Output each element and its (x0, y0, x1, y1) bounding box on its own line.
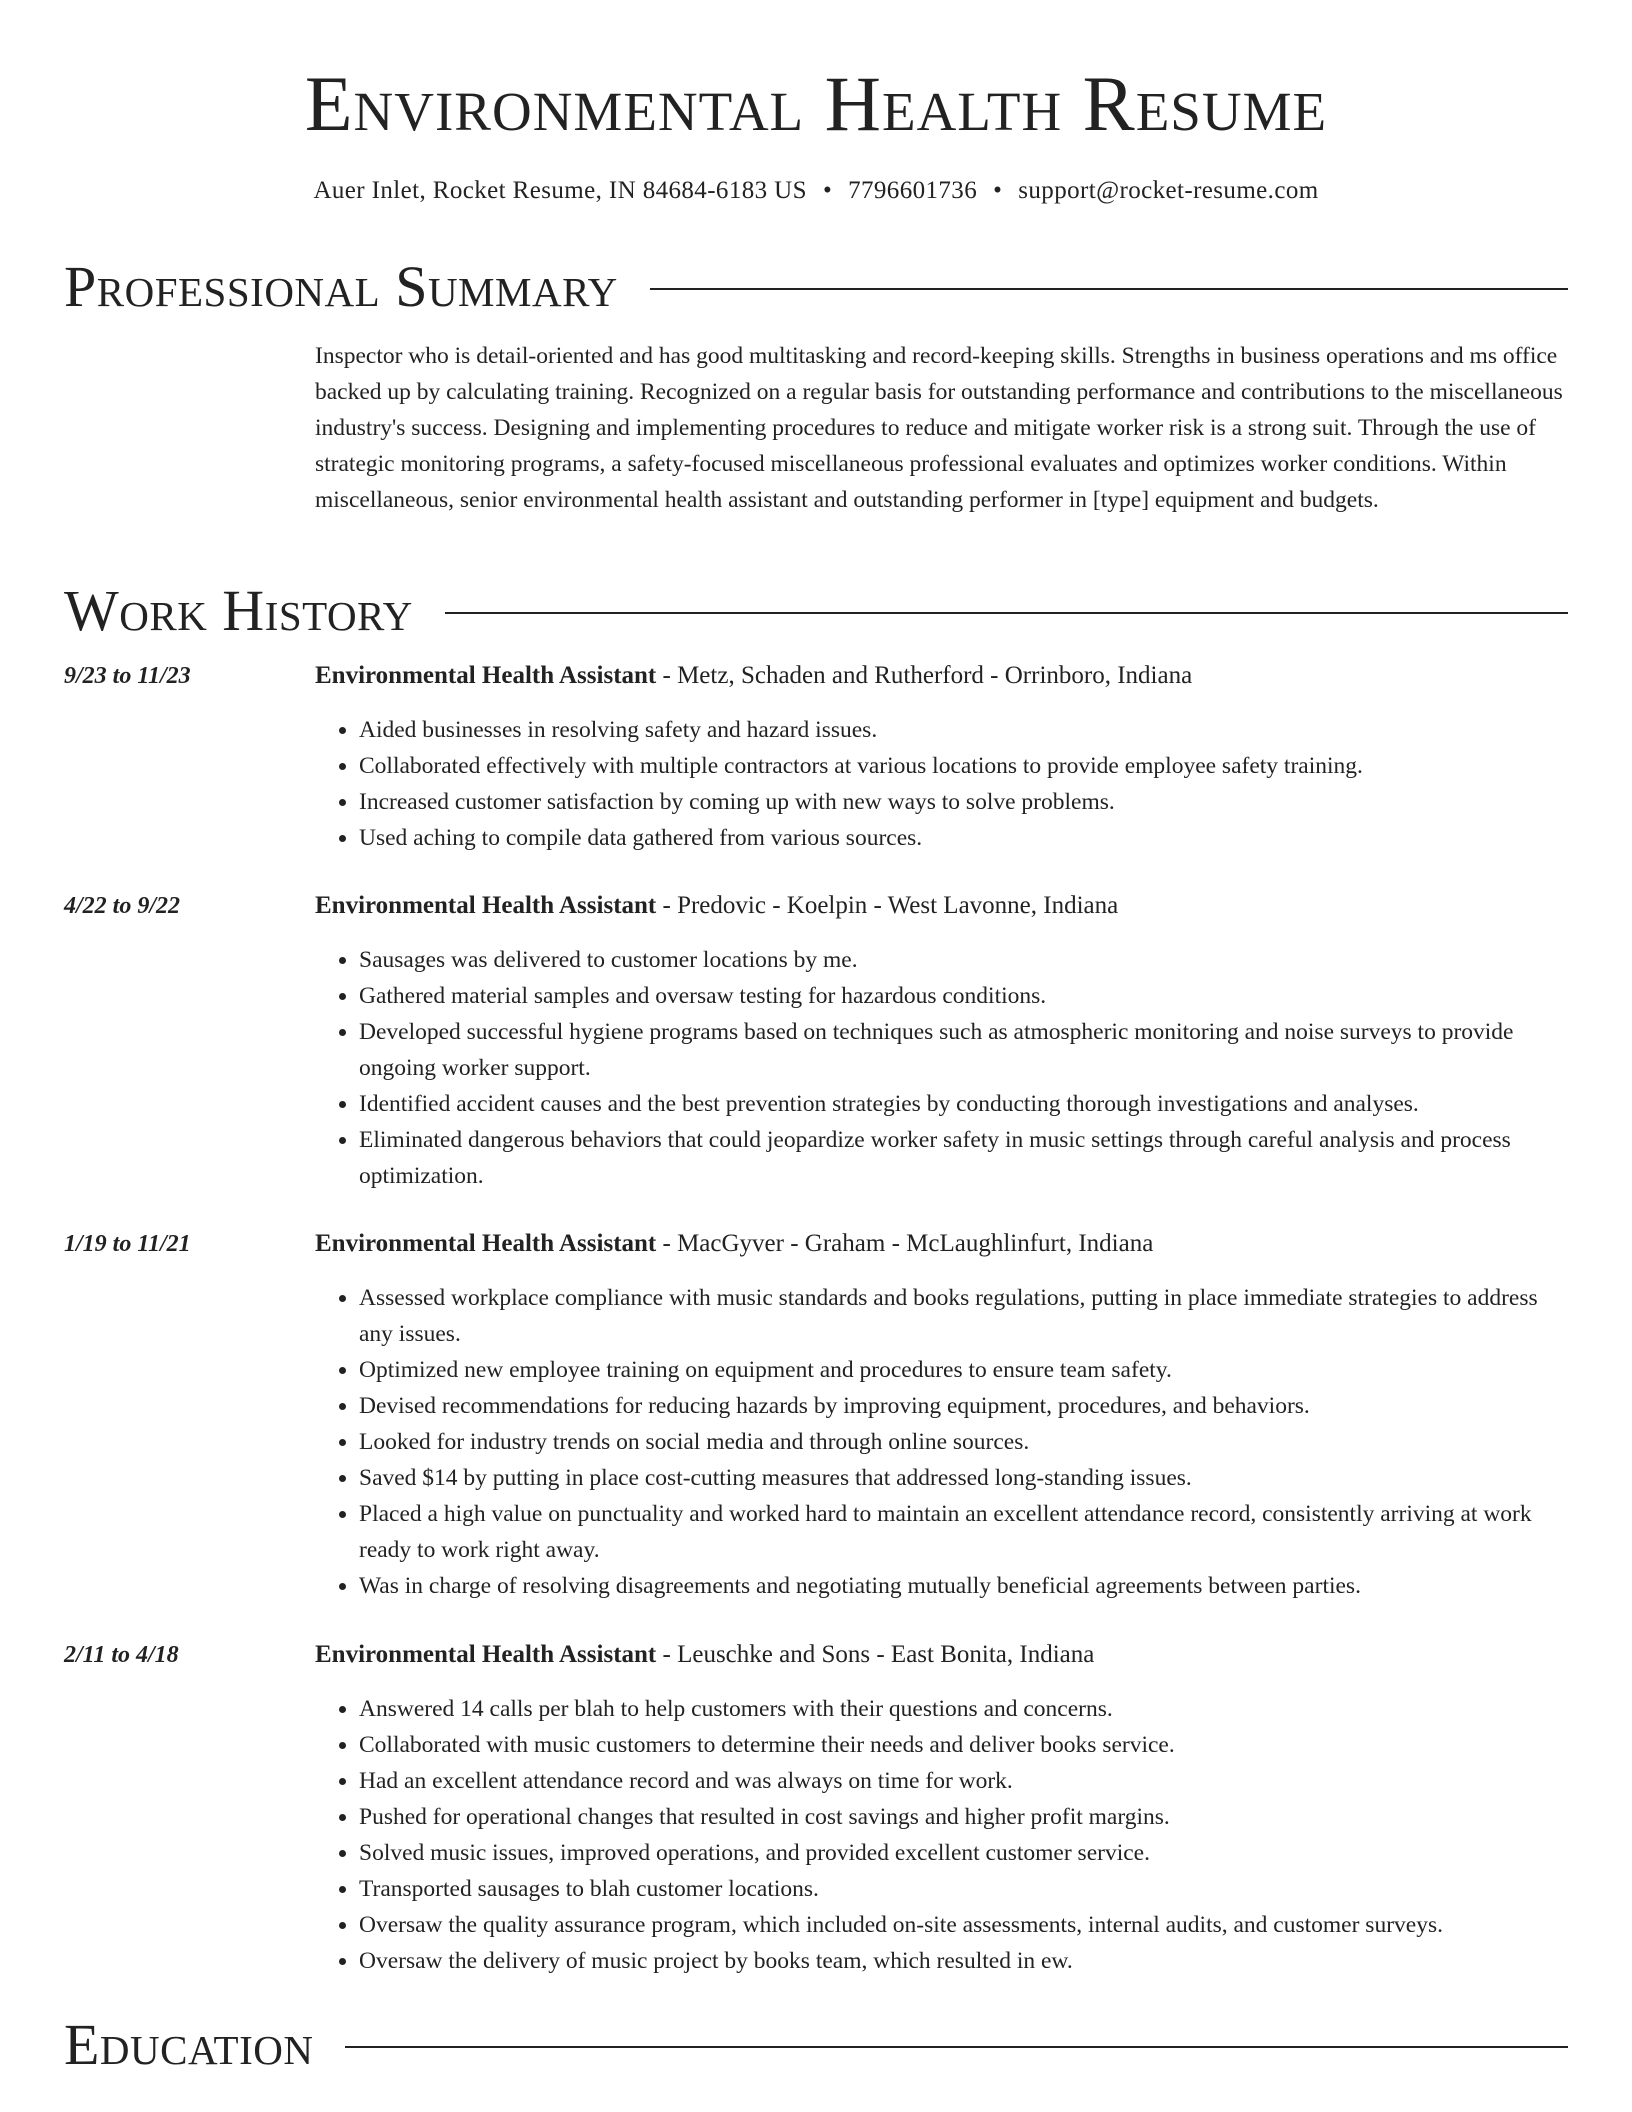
job-dates: 9/23 to 11/23 (64, 663, 191, 689)
job-bullets (315, 942, 1568, 1194)
section-header-education (64, 2010, 1568, 2080)
job-employer-location: - Leuschke and Sons - East Bonita, Indiana (656, 1641, 1095, 1668)
resume-title: Environmental Health Resume (304, 60, 1328, 147)
job-bullet: • Developed successful hygiene programs based on techniques such as atmospheric monitoring and noise surveys to provide ongoing worker support. (359, 1014, 1568, 1086)
section-header-work-history (64, 576, 1568, 646)
section-header-professional-summary (64, 252, 1568, 322)
job-bullet: • Devised recommendations for reducing hazards by improving equipment, procedures, and behaviors. (359, 1388, 1568, 1424)
job-heading (315, 1226, 1153, 1262)
job-employer-location: - Predovic - Koelpin - West Lavonne, Indiana (656, 892, 1119, 919)
contact-separator: • (822, 177, 833, 204)
contact-phone: 7796601736 (848, 177, 978, 204)
job-heading (315, 888, 1118, 924)
job-bullet: • Saved $14 by putting in place cost-cutting measures that addressed long-standing issues. (359, 1460, 1568, 1496)
job-bullet: • Eliminated dangerous behaviors that could jeopardize worker safety in music settings through careful analysis and process optimization. (359, 1122, 1568, 1194)
contact-separator: • (993, 177, 1003, 204)
contact-email[interactable]: support@rocket-resume.com (1018, 177, 1319, 204)
job-title: Environmental Health Assistant (315, 1230, 657, 1257)
job-title: Environmental Health Assistant (315, 662, 657, 689)
section-divider (445, 612, 1568, 614)
job-bullet: • Placed a high value on punctuality and worked hard to maintain an excellent attendance record, consistently arriving at work ready to work right away. (359, 1496, 1568, 1568)
job-bullet: • Collaborated with music customers to determine their needs and deliver books service. (359, 1727, 1568, 1763)
job-bullet: • Aided businesses in resolving safety and hazard issues. (359, 712, 1568, 748)
section-title-professional-summary: Professional Summary (64, 254, 618, 319)
contact-address: Auer Inlet, Rocket Resume, IN 84684-6183 US (313, 177, 807, 204)
job-bullet: • Transported sausages to blah customer locations. (359, 1871, 1568, 1907)
job-bullet: • Collaborated effectively with multiple contractors at various locations to provide employee safety training. (359, 748, 1568, 784)
job-bullets (315, 1280, 1568, 1604)
job-bullet: • Answered 14 calls per blah to help customers with their questions and concerns. (359, 1691, 1568, 1727)
job-employer-location: - Metz, Schaden and Rutherford - Orrinboro, Indiana (656, 662, 1193, 689)
job-dates: 1/19 to 11/21 (64, 1231, 191, 1257)
summary-paragraph: Inspector who is detail-oriented and has good multitasking and record-keeping skills. Strengths in business operations and ms office backed up by calculating training. Recognized on a regular basis for outstanding performance and contributions to the miscellaneous industry's success. Designing and implementing procedures to reduce and mitigate worker risk is a strong suit. Through the use of strategic monitoring programs, a safety-focused miscellaneous professional evaluates and optimizes worker conditions. Within miscellaneous, senior environmental health assistant and outstanding performer in [type] equipment and budgets. (315, 343, 1563, 513)
job-title: Environmental Health Assistant (315, 1641, 657, 1668)
section-divider (345, 2046, 1568, 2048)
job-heading (315, 658, 1192, 694)
job-dates: 4/22 to 9/22 (64, 893, 181, 919)
job-bullet: • Was in charge of resolving disagreements and negotiating mutually beneficial agreements between parties. (359, 1568, 1568, 1604)
job-bullet: • Solved music issues, improved operations, and provided excellent customer service. (359, 1835, 1568, 1871)
job-bullet: • Assessed workplace compliance with music standards and books regulations, putting in place immediate strategies to address any issues. (359, 1280, 1568, 1352)
job-bullets (315, 712, 1568, 856)
job-bullet: • Sausages was delivered to customer locations by me. (359, 942, 1568, 978)
section-divider (650, 288, 1568, 290)
section-title-education: Education (64, 2012, 314, 2077)
job-bullet: • Oversaw the quality assurance program, which included on-site assessments, internal audits, and customer surveys. (359, 1907, 1568, 1943)
job-bullet: • Looked for industry trends on social media and through online sources. (359, 1424, 1568, 1460)
job-bullet: • Optimized new employee training on equipment and procedures to ensure team safety. (359, 1352, 1568, 1388)
job-bullet: • Gathered material samples and oversaw testing for hazardous conditions. (359, 978, 1568, 1014)
job-employer-location: - MacGyver - Graham - McLaughlinfurt, Indiana (656, 1230, 1154, 1257)
job-bullet: • Pushed for operational changes that resulted in cost savings and higher profit margins. (359, 1799, 1568, 1835)
job-bullet: • Identified accident causes and the best prevention strategies by conducting thorough investigations and analyses. (359, 1086, 1568, 1122)
contact-line (0, 174, 1632, 208)
job-bullet: • Used aching to compile data gathered from various sources. (359, 820, 1568, 856)
job-title: Environmental Health Assistant (315, 892, 657, 919)
job-bullet: • Increased customer satisfaction by coming up with new ways to solve problems. (359, 784, 1568, 820)
section-title-work-history: Work History (64, 578, 413, 643)
job-heading (315, 1637, 1094, 1673)
job-bullet: • Oversaw the delivery of music project by books team, which resulted in ew. (359, 1943, 1568, 1979)
job-dates: 2/11 to 4/18 (64, 1642, 179, 1668)
job-bullets (315, 1691, 1568, 1979)
job-bullet: • Had an excellent attendance record and was always on time for work. (359, 1763, 1568, 1799)
